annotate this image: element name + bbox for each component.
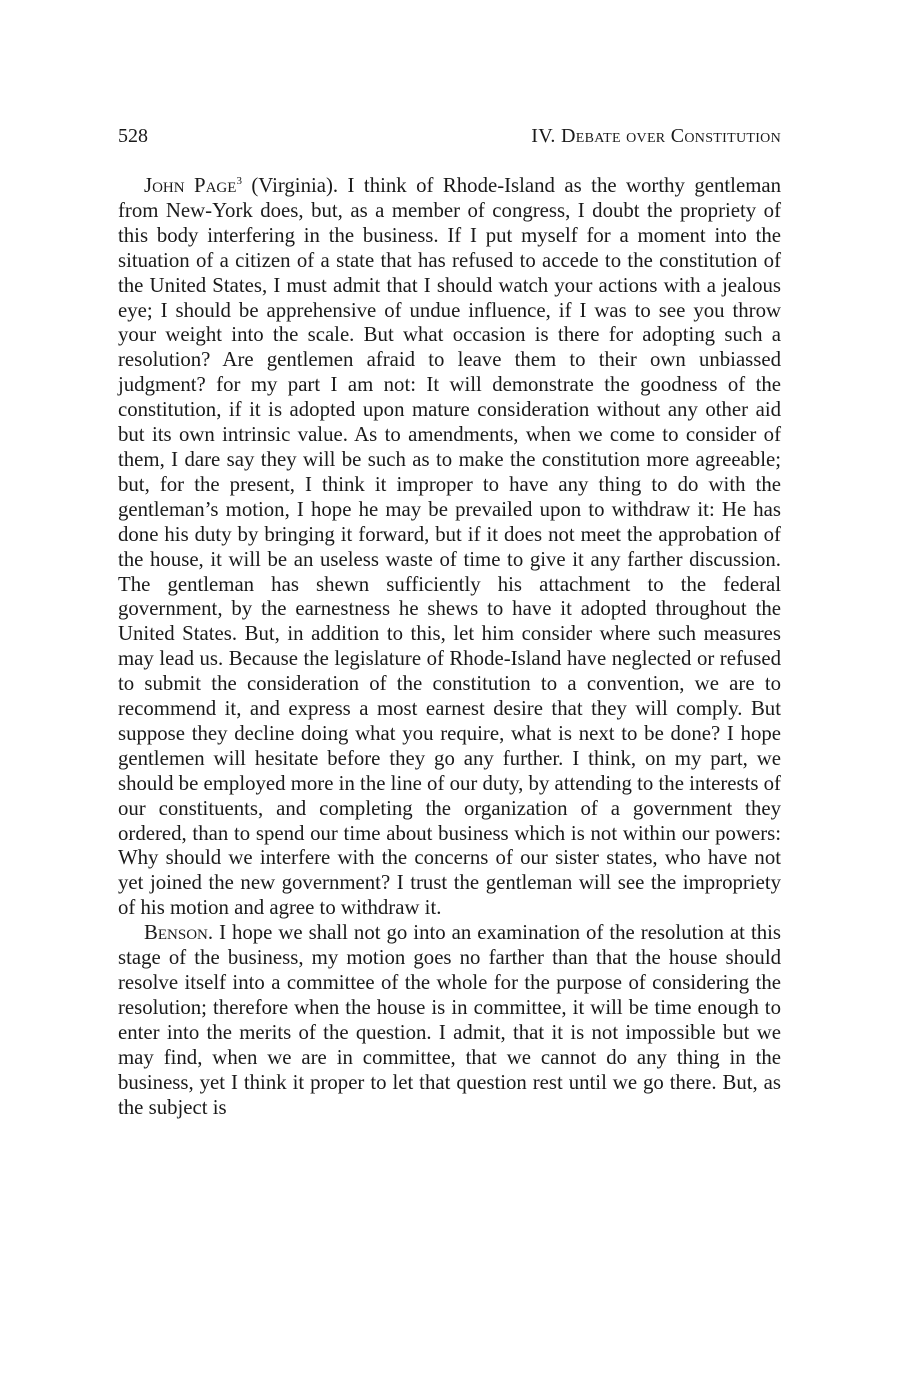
section-title: IV. Debate over Constitution xyxy=(531,125,781,147)
speaker-name: John Page xyxy=(144,174,237,197)
speech-paragraph-page xyxy=(118,174,781,921)
speaker-name: Benson xyxy=(144,921,208,945)
speech-text: (Virginia). I think of Rhode-Island as the worthy gentleman from New-York does, but, as a member of congress, I doubt the propriety of this body interfering in the business. If I put myself for a moment into the situation of a citizen of a state that has refused to accede to the constitution of the United States, I must admit that I should watch your actions with a jealous eye; I should be apprehensive of undue influence, if I was to see you throw your weight into the scale. But what occasion is there for adopting such a resolution? Are gentlemen afraid to leave them to their own unbiassed judgment? for my part I am not: It will demonstrate the goodness of the constitution, if it is adopted upon mature consideration without any other aid but its own intrinsic value. As to amendments, when we come to consider of them, I dare say they will be such as to make the constitution more agreeable; but, for the present, I think it improper to have any thing to do with the gentleman’s motion, I hope he may be prevailed upon to withdraw it: He has done his duty by bringing it forward, but if it does not meet the approbation of the house, it will be an useless waste of time to give it any farther discussion. The gentleman has shewn sufficiently his attachment to the federal government, by the earnestness he shews to have it adopted throughout the United States. But, in addition to this, let him consider where such measures may lead us. Because the legislature of Rhode-Island have neglected or refused to submit the consideration of the constitution to a convention, we are to recommend it, and express a most earnest desire that they will comply. But suppose they decline doing what you require, what is next to be done? I hope gentlemen will hesitate before they go any further. I think, on my part, we should be employed more in the line of our duty, by attending to the interests of our constituents, and completing the organization of a government they ordered, than to spend our time about business which is not within our powers: Why should we interfere with the concerns of our sister states, who have not yet joined the new government? I trust the gentleman will see the impropriety of his motion and agree to withdraw it. xyxy=(118,174,782,920)
book-page xyxy=(118,0,781,1380)
speech-paragraph-benson xyxy=(118,921,781,1120)
running-head xyxy=(118,123,781,149)
body-text xyxy=(118,174,781,1120)
speech-text: . I hope we shall not go into an examination of the resolution at this stage of the business, my motion goes no farther than that the house should resolve itself into a committee of the whole for the purpose of considering the resolution; therefore when the house is in committee, it will be time enough to enter into the merits of the question. I admit, that it is not impossible but we may find, when we are in committee, that we cannot do any thing in the business, yet I think it proper to let that question rest until we go there. But, as the subject is xyxy=(118,921,781,1119)
page-number: 528 xyxy=(118,125,148,147)
footnote-marker: 3 xyxy=(236,175,242,188)
